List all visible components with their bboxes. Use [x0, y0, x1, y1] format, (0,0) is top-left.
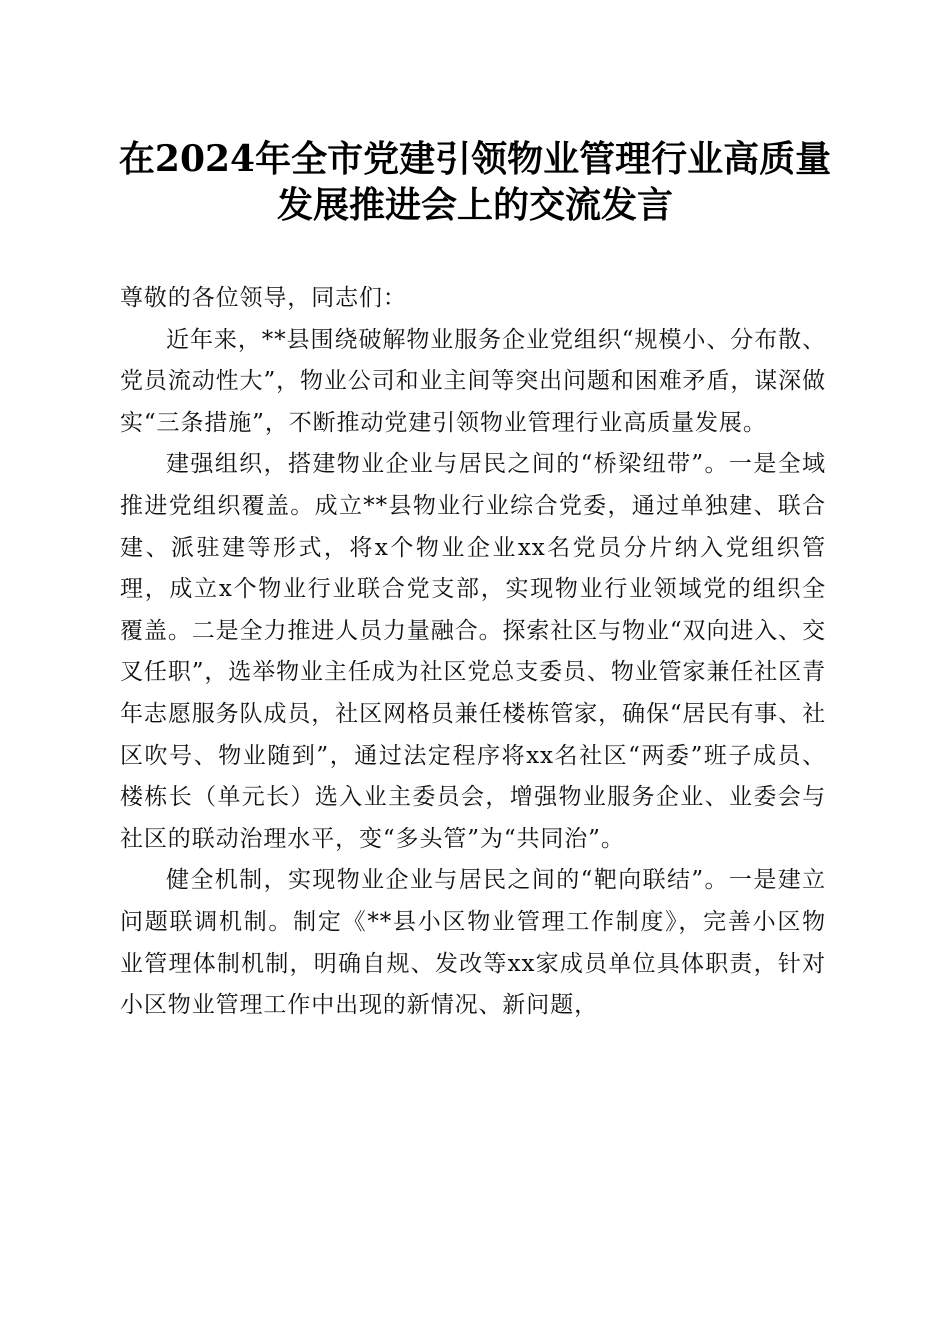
paragraph-mechanism: 健全机制，实现物业企业与居民之间的“靶向联结”。一是建立问题联调机制。制定《**县小区物业管理工作制度》，完善小区物业管理体制机制，明确自规、发改等xx家成员单位具体职责，针对小区物业管理工作中出现的新情况、新问题， [120, 867, 826, 1019]
paragraph-intro: 近年来，**县围绕破解物业服务企业党组织“规模小、分布散、党员流动性大”，物业公司和业主间等突出问题和困难矛盾，谋深做实“三条措施”，不断推动党建引领物业管理行业高质量发展。 [120, 326, 826, 436]
title-line-1: 在2024年全市党建引领物业管理行业高质量 [118, 138, 832, 180]
document-title [100, 136, 850, 228]
document-body [120, 278, 826, 1027]
title-line-2: 发展推进会上的交流发言 [276, 184, 673, 226]
paragraph-organization: 建强组织，搭建物业企业与居民之间的“桥梁纽带”。一是全域推进党组织覆盖。成立**县物业行业综合党委，通过单独建、联合建、派驻建等形式，将x个物业企业xx名党员分片纳入党组织管理，成立x个物业行业联合党支部，实现物业行业领域党的组织全覆盖。二是全力推进人员力量融合。探索社区与物业“双向进入、交叉任职”，选举物业主任成为社区党总支委员、物业管家兼任社区青年志愿服务队成员，社区网格员兼任楼栋管家，确保“居民有事、社区吹号、物业随到”，通过法定程序将xx名社区“两委”班子成员、楼栋长（单元长）选入业主委员会，增强物业服务企业、业委会与社区的联动治理水平，变“多头管”为“共同治”。 [120, 451, 826, 852]
greeting: 尊敬的各位领导，同志们： [120, 285, 407, 311]
